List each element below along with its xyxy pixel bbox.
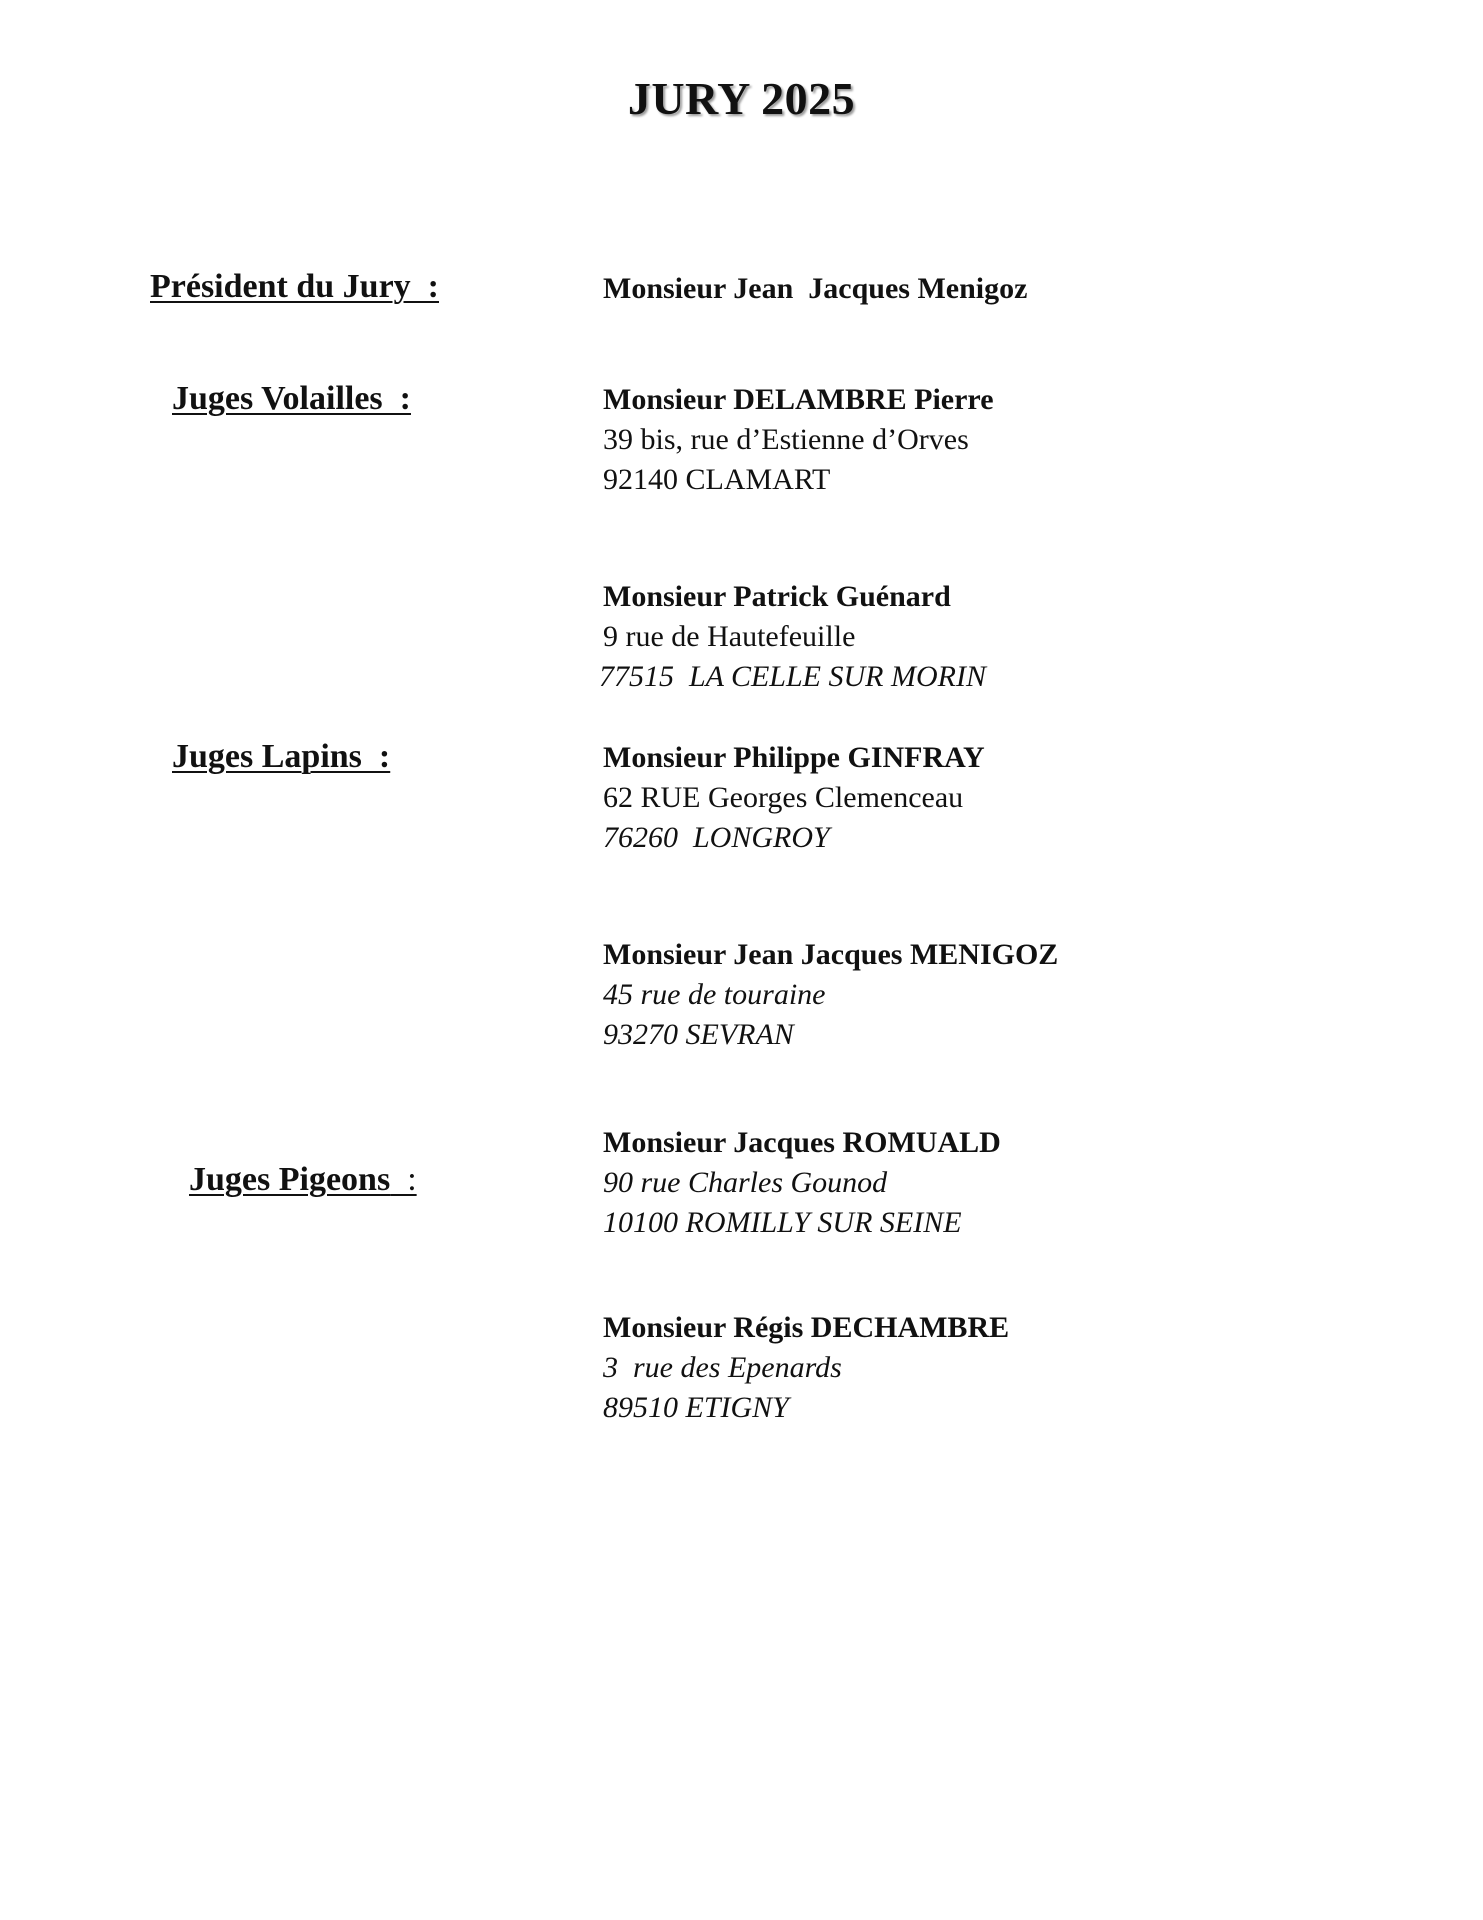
judge-address: 90 rue Charles Gounod — [603, 1166, 888, 1199]
judge-name: Monsieur Jacques ROMUALD — [603, 1126, 1001, 1159]
president-label: Président du Jury : — [150, 268, 439, 305]
page-title: JURY 2025 — [627, 73, 856, 124]
pigeons-label-group — [172, 1123, 417, 1199]
judge-address: 3 rue des Epenards — [603, 1351, 842, 1384]
judge-name: Monsieur Jean Jacques MENIGOZ — [603, 938, 1059, 971]
judge-city: 89510 ETIGNY — [603, 1391, 789, 1424]
judge-card — [603, 1123, 1001, 1243]
pigeons-label-colon: : — [390, 1161, 417, 1198]
judge-name: Monsieur Régis DECHAMBRE — [603, 1311, 1010, 1344]
judge-card — [603, 1308, 1009, 1428]
judge-name: Monsieur DELAMBRE Pierre — [603, 383, 994, 416]
judge-card — [599, 577, 986, 697]
judge-address: 39 bis, rue d’Estienne d’Orves — [603, 423, 969, 456]
judge-city: 93270 SEVRAN — [603, 1018, 794, 1051]
judge-card — [603, 738, 985, 858]
judge-name: Monsieur Philippe GINFRAY — [603, 741, 985, 774]
judge-name: Monsieur Patrick Guénard — [603, 580, 951, 613]
president-name: Monsieur Jean Jacques Menigoz — [603, 272, 1028, 305]
judge-address: 62 RUE Georges Clemenceau — [603, 781, 964, 814]
judge-card — [603, 380, 994, 500]
judge-address: 45 rue de touraine — [603, 978, 826, 1011]
pigeons-label: Juges Pigeons — [189, 1161, 391, 1198]
judge-card — [603, 935, 1058, 1055]
judge-city: 10100 ROMILLY SUR SEINE — [603, 1206, 962, 1239]
judge-city: 92140 CLAMART — [603, 463, 831, 496]
volailles-label: Juges Volailles : — [172, 380, 411, 417]
lapins-label: Juges Lapins : — [172, 738, 391, 775]
judge-city: 77515 LA CELLE SUR MORIN — [599, 660, 986, 693]
judge-address: 9 rue de Hautefeuille — [603, 620, 856, 653]
judge-city: 76260 LONGROY — [603, 821, 830, 854]
